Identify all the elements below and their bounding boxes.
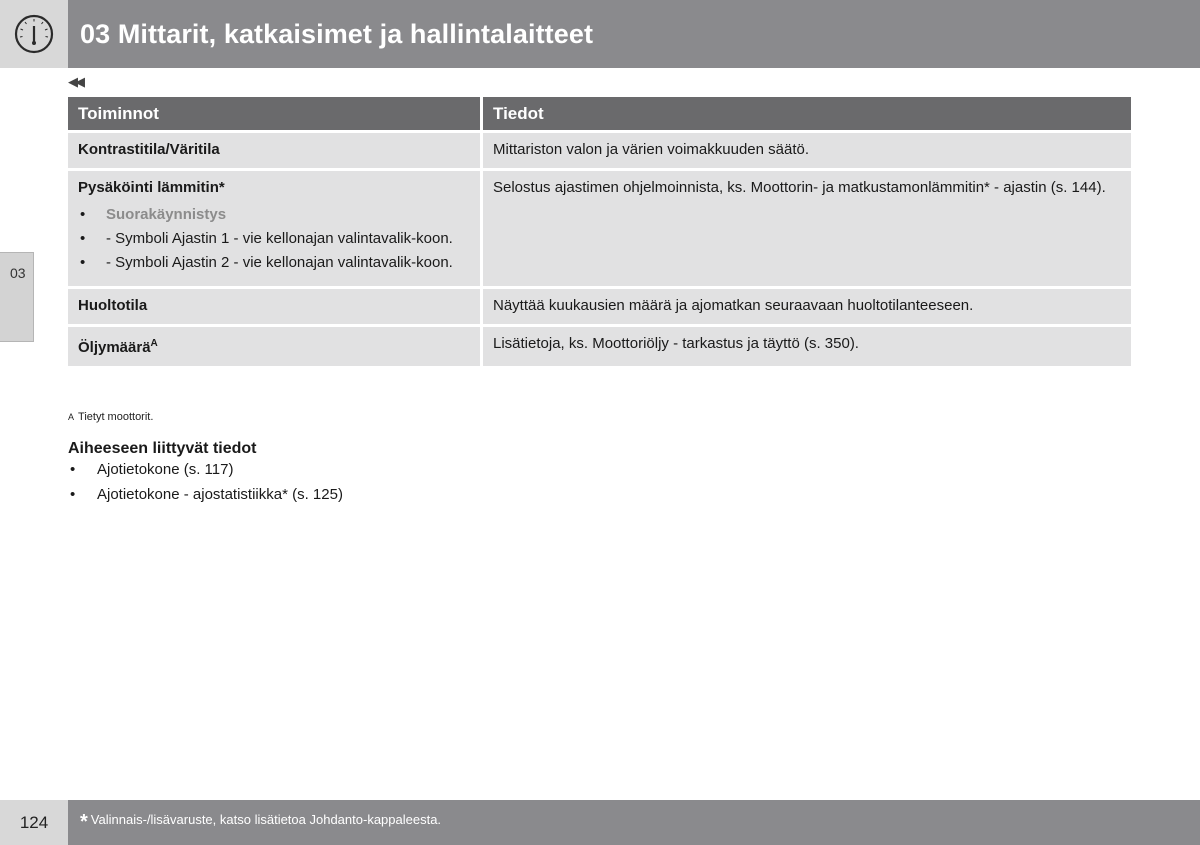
list-item-text: - Symboli Ajastin 2 - vie kellonajan valintavalik-koon. — [106, 254, 453, 271]
functions-table — [68, 97, 1131, 366]
bullet-icon: • — [80, 254, 86, 271]
column-header-functions: Toiminnot — [68, 97, 482, 132]
info-cell: Mittariston valon ja värien voimakkuuden säätö. — [482, 132, 1132, 170]
function-cell — [68, 170, 482, 288]
list-item-text: Suorakäynnistys — [106, 206, 227, 223]
function-name: Kontrastitila/Väritila — [78, 141, 220, 158]
function-cell — [68, 132, 482, 170]
list-item — [78, 253, 470, 272]
list-item — [78, 229, 470, 248]
related-link[interactable]: Ajotietokone - ajostatistiikka* (s. 125) — [97, 486, 343, 503]
header-bar — [68, 0, 1200, 68]
table-footnote — [68, 411, 153, 423]
bullet-list — [78, 205, 470, 272]
asterisk-icon: * — [80, 811, 88, 833]
speedometer-gauge-icon — [13, 13, 55, 55]
related-heading: Aiheeseen liittyvät tiedot — [68, 440, 257, 457]
header-icon-box — [0, 0, 68, 68]
page-number: 124 — [0, 800, 68, 845]
table-row — [68, 170, 1131, 288]
function-name: Huoltotila — [78, 297, 148, 314]
column-header-info: Tiedot — [482, 97, 1132, 132]
footnote-ref: A — [150, 338, 158, 349]
table-row — [68, 132, 1131, 170]
footer-note-text: Valinnais-/lisävaruste, katso lisätietoa Johdanto-kappaleesta. — [90, 812, 442, 827]
function-name — [78, 339, 158, 356]
function-name: Pysäköinti lämmitin* — [78, 179, 225, 196]
footer-note — [80, 811, 441, 834]
bullet-icon: • — [70, 461, 76, 478]
function-cell — [68, 288, 482, 326]
list-item[interactable] — [68, 460, 343, 479]
related-list — [68, 460, 343, 510]
chapter-tab[interactable] — [0, 252, 34, 342]
list-item[interactable] — [68, 485, 343, 504]
chapter-tab-label: 03 — [10, 265, 26, 281]
info-cell: Lisätietoja, ks. Moottoriöljy - tarkastus ja täyttö (s. 350). — [482, 326, 1132, 367]
list-item — [78, 205, 470, 224]
page-title: 03 Mittarit, katkaisimet ja hallintalaitteet — [80, 18, 594, 49]
function-cell — [68, 326, 482, 367]
info-cell: Näyttää kuukausien määrä ja ajomatkan seuraavaan huoltotilanteeseen. — [482, 288, 1132, 326]
bullet-icon: • — [80, 206, 86, 223]
info-cell: Selostus ajastimen ohjelmoinnista, ks. Moottorin- ja matkustamonlämmitin* - ajastin (s. 144). — [482, 170, 1132, 288]
footer-bar — [68, 800, 1200, 845]
related-link[interactable]: Ajotietokone (s. 117) — [97, 461, 234, 478]
footnote-marker: A — [68, 412, 75, 422]
footnote-text: Tietyt moottorit. — [78, 411, 154, 423]
table-row — [68, 288, 1131, 326]
list-item-text: - Symboli Ajastin 1 - vie kellonajan valintavalik-koon. — [106, 230, 453, 247]
bullet-icon: • — [70, 486, 76, 503]
table-header-row — [68, 97, 1131, 132]
double-left-arrow-icon[interactable]: ◀◀ — [68, 74, 82, 89]
table-row — [68, 326, 1131, 367]
bullet-icon: • — [80, 230, 86, 247]
function-name-text: Öljymäärä — [78, 339, 151, 356]
